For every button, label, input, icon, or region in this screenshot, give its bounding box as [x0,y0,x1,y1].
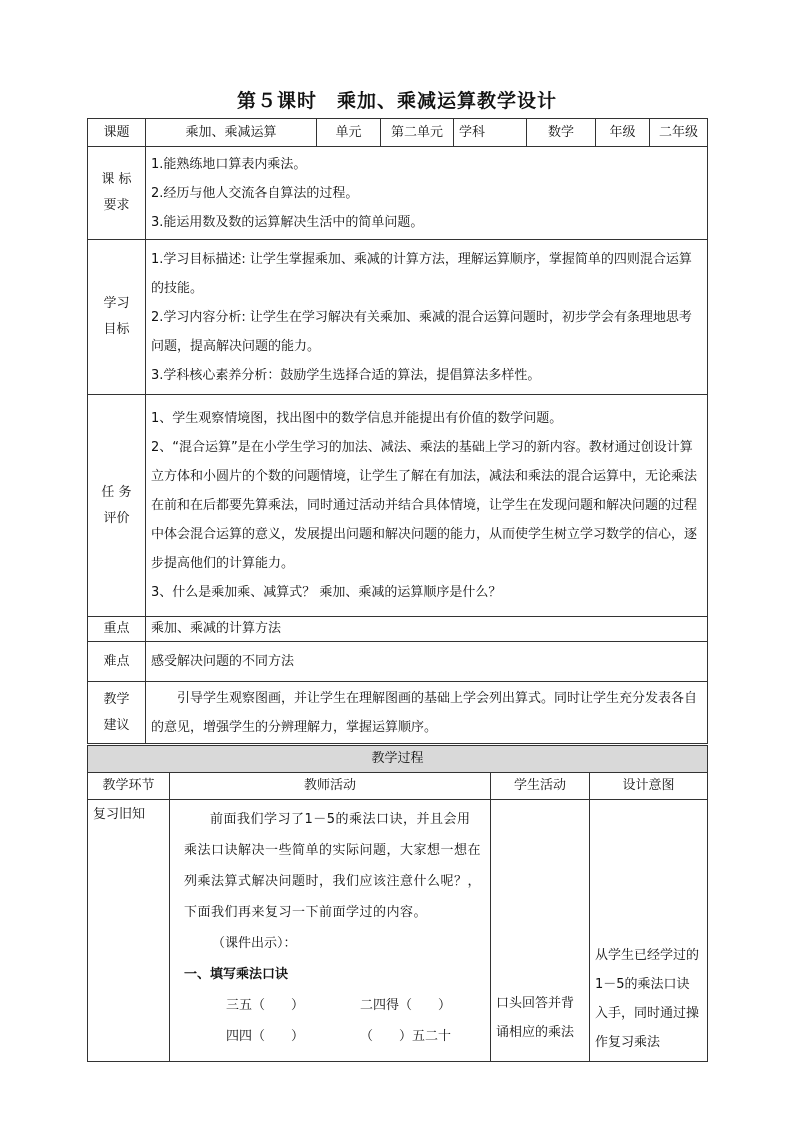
difficulty-text: 感受解决问题的不同方法 [146,642,708,682]
label-grade: 年级 [596,119,650,147]
advice-content [146,682,708,744]
label-key-point: 重点 [88,617,146,642]
label-tasks [88,395,146,617]
goals-content [146,240,708,395]
teacher-intro: 前面我们学习了1－5的乘法口诀，并且会用乘法口诀解决一些简单的实际问题，大家想一想在列乘法算式解决问题时，我们应该注意什么呢？，下面我们再来复习一下前面学过的内容。 [184,812,482,920]
quiz-blank: 三五（ ） [226,998,305,1013]
standard-item: 2.经历与他人交流各自算法的过程。 [151,185,359,201]
label-unit: 单元 [317,119,381,147]
col-intent: 设计意图 [590,773,708,800]
goal-item: 1.学习目标描述: 让学生掌握乘加、乘减的计算方法，理解运算顺序，掌握简单的四则混合运算的技能。 [151,251,692,296]
subject-value: 数学 [527,119,596,147]
section-heading: 一、填写乘法口诀 [184,967,289,982]
goal-item: 3.学科核心素养分析：鼓励学生选择合适的算法，提倡算法多样性。 [151,367,541,383]
topic-value: 乘加、乘减运算 [146,119,317,147]
task-item: 2、“混合运算”是在小学生学习的加法、减法、乘法的基础上学习的新内容。教材通过创设计算立方体和小圆片的个数的问题情境，让学生了解在有加法，减法和乘法的混合运算中，无论乘法在前和在后都要先算乘法，同时通过活动并结合具体情境，让学生在发现问题和解决问题的过程中体会混合运算的意义，发展提出问题和解决问题的能力，从而使学生树立学习数学的信心，逐步提高他们的计算能力。 [151,440,698,571]
standard-item: 3.能运用数及数的运算解决生活中的简单问题。 [151,214,424,230]
grade-value: 二年级 [650,119,708,147]
quiz-blank: 四四（ ） [226,1029,305,1044]
label-standards [88,147,146,240]
label-difficulty: 难点 [88,642,146,682]
goals-label-text: 学习 目标 [103,296,130,337]
intent-cell: 从学生已经学过的1－5的乘法口诀入手，同时通过操作复习乘法 [590,800,708,1062]
tasks-label-text: 任 务 评价 [101,484,132,526]
lesson-info-table [87,118,708,744]
courseware-note: （课件出示）： [212,936,297,951]
advice-text: 引导学生观察图画，并让学生在理解图画的基础上学会列出算式。同时让学生充分发表各自的意见，增强学生的分辨理解力，掌握运算顺序。 [151,690,698,735]
unit-value: 第二单元 [381,119,454,147]
process-table [87,745,708,1062]
standard-item: 1.能熟练地口算表内乘法。 [151,156,307,172]
label-topic: 课题 [88,119,146,147]
task-item: 3、什么是乘加乘、减算式？ 乘加、乘减的运算顺序是什么？ [151,585,502,600]
col-student: 学生活动 [491,773,590,800]
student-cell: 口头回答并背诵相应的乘法 [491,800,590,1062]
label-subject: 学科 [454,119,527,147]
label-goals [88,240,146,395]
teacher-cell [170,800,491,1062]
quiz-row [184,990,482,1021]
quiz-blank: （ ）五二十 [360,1029,452,1044]
tasks-content [146,395,708,617]
col-teacher: 教师活动 [170,773,491,800]
quiz-row [184,1021,482,1052]
page-title: 第５课时 乘加、乘减运算教学设计 [236,90,557,112]
standards-label-text: 课 标 要求 [101,172,132,213]
advice-label-text: 教学 建议 [103,691,130,733]
process-heading: 教学过程 [88,746,708,773]
quiz-blank: 二四得（ ） [360,998,452,1013]
stage-cell: 复习旧知 [88,800,170,1062]
label-advice [88,682,146,744]
goal-item: 2.学习内容分析: 让学生在学习解决有关乘加、乘减的混合运算问题时，初步学会有条理地思考问题，提高解决问题的能力。 [151,309,692,354]
col-stage: 教学环节 [88,773,170,800]
key-point-text: 乘加、乘减的计算方法 [146,617,708,642]
standards-content [146,147,708,240]
task-item: 1、学生观察情境图，找出图中的数学信息并能提出有价值的数学问题。 [151,411,563,426]
